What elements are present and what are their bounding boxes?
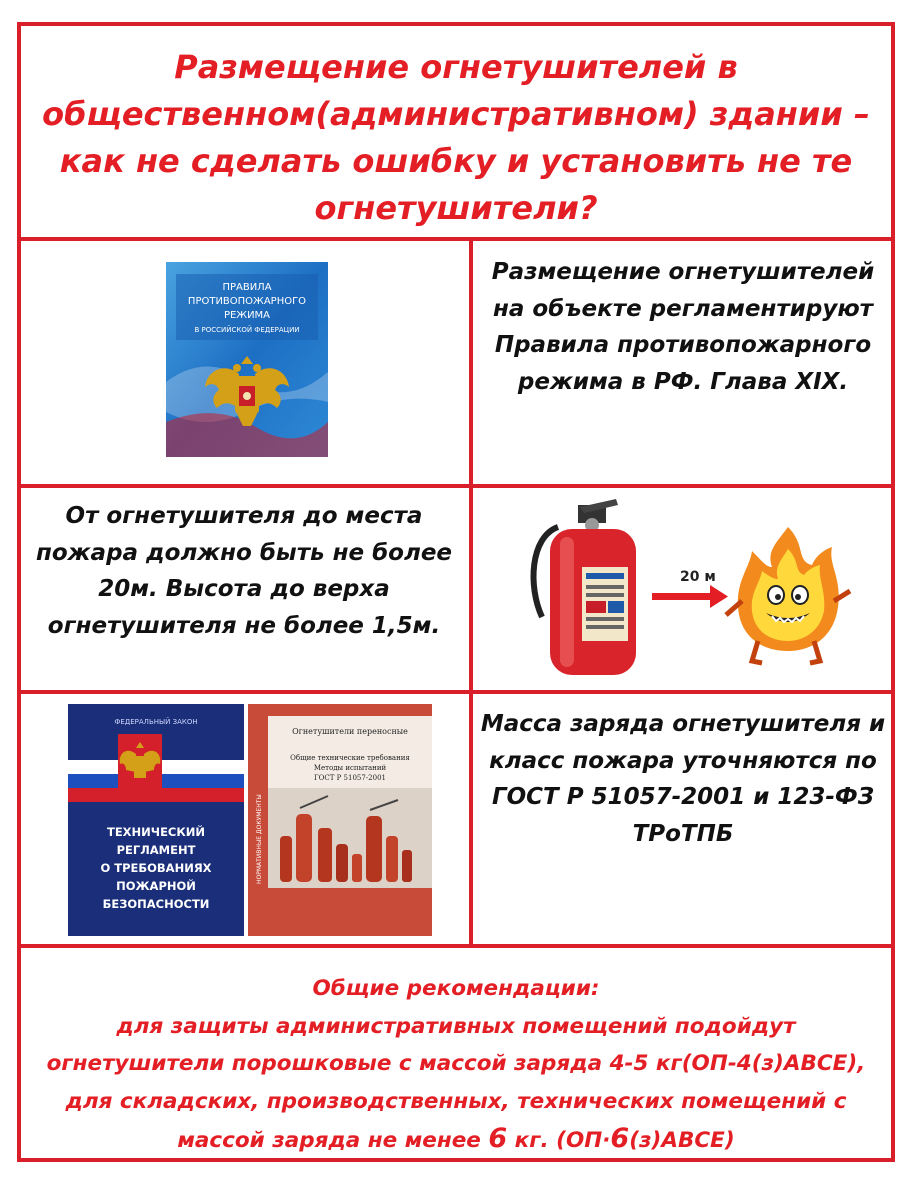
gost-description: Масса заряда огнетушителя и класс пожара уточняются по ГОСТ Р 51057-2001 и 123-ФЗ ТРоТПБ: [480, 711, 886, 847]
distance-height-description: От огнетушителя до места пожара должно быть не более 20м. Высота до верха огнетушителя не более 1,5м.: [35, 503, 453, 639]
book2-line2: Методы испытаний: [313, 764, 387, 772]
book1-line1: ТЕХНИЧЕСКИЙ: [106, 825, 206, 839]
divider-row1: [17, 484, 895, 488]
recommendations-text-part1: для защиты административных помещений подойдут огнетушители порошковые с массой заряда 4-5 кг(ОП-4(з)АВСЕ), для складских, производственных, технических помещений с массой заряда не менее: [46, 1013, 866, 1153]
book2-line1: Общие технические требования: [290, 754, 410, 762]
distance-label: 20 м: [680, 569, 716, 585]
divider-column: [469, 237, 473, 948]
rules-cover-line1: ПРАВИЛА: [222, 282, 272, 293]
recommendations-mass-6: 6: [488, 1123, 508, 1154]
page-title: Размещение огнетушителей в общественном(административном) здании – как не сделать ошибку и установить не те огнетушители?: [42, 48, 870, 227]
book1-top-label: ФЕДЕРАЛЬНЫЙ ЗАКОН: [114, 718, 198, 726]
divider-title: [17, 237, 895, 241]
book2-spine-label: НОРМАТИВНЫЕ ДОКУМЕНТЫ: [256, 794, 263, 884]
regulation-books-icon: [68, 704, 432, 938]
general-recommendations: [24, 970, 888, 1160]
book1-line3: О ТРЕБОВАНИЯХ: [100, 861, 212, 875]
recommendations-text: [24, 1008, 888, 1160]
divider-row2: [17, 690, 895, 694]
recommendations-heading: Общие рекомендации:: [312, 976, 600, 1001]
book2-line3: ГОСТ Р 51057-2001: [313, 774, 387, 782]
rules-cover-line2: ПРОТИВОПОЖАРНОГО: [187, 296, 307, 307]
book1-line4: ПОЖАРНОЙ: [116, 879, 196, 893]
recommendations-text-part2: кг. (ОП·: [507, 1128, 611, 1153]
recommendations-text-part3: (з)АВСЕ): [629, 1128, 735, 1153]
rules-cover-line4: В РОССИЙСКОЙ ФЕДЕРАЦИИ: [194, 326, 300, 334]
rules-description: Размещение огнетушителей на объекте регламентируют Правила противопожарного режима в РФ. Глава XIX.: [491, 259, 875, 395]
rules-cover-line3: РЕЖИМА: [223, 310, 271, 321]
recommendations-model-6: 6: [610, 1123, 630, 1154]
book1-line2: РЕГЛАМЕНТ: [116, 843, 196, 857]
divider-row3: [17, 944, 895, 948]
book2-title: Огнетушители переносные: [292, 727, 408, 736]
book1-line5: БЕЗОПАСНОСТИ: [102, 897, 210, 911]
rules-book-cover-icon: [166, 262, 328, 457]
extinguisher-fire-icon: [520, 497, 860, 681]
